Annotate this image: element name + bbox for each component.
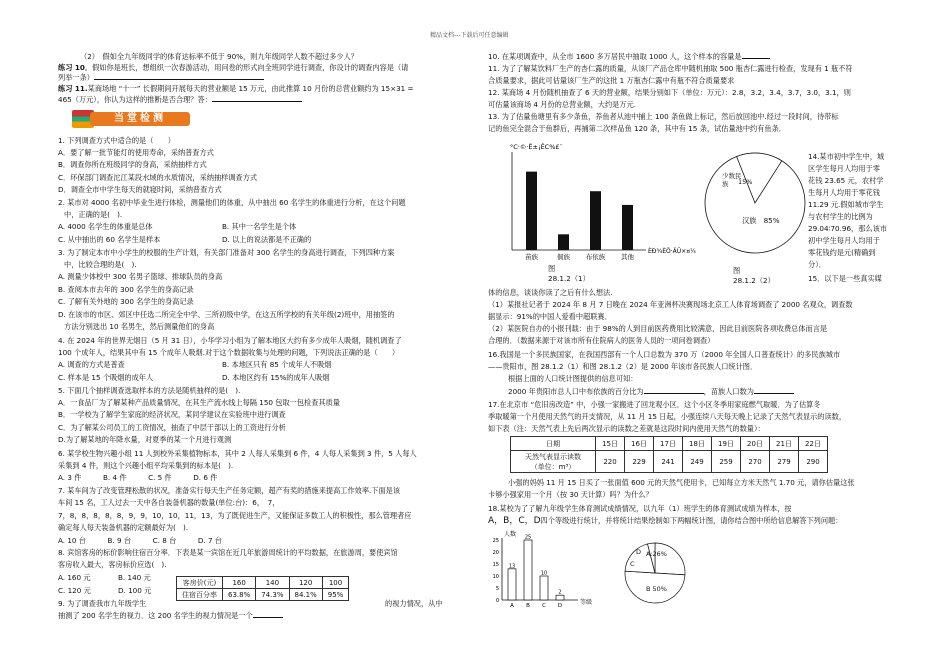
answer-blank[interactable] <box>742 58 770 59</box>
option: B. 本地区只有 85 个成年人不吸烟 <box>222 360 332 369</box>
question-text: 零花钱约是元(精确到 <box>808 248 876 257</box>
data-label: 10 <box>540 570 548 577</box>
bar <box>526 172 537 250</box>
gas-meter-table <box>510 436 828 473</box>
question-text: 2000 年贵阳市总人口中布依族的百分比为 <box>508 387 644 396</box>
question-text: 13. 为了估量鱼塘里有多少条鱼，养鱼者从池中捕上 100 条鱼做上标记，然后放回池中.经过一段时间，待带标 <box>488 112 839 121</box>
x-axis-label: ÈÐ¾ÈÖ·ÄÜ×¤¼ <box>648 248 696 255</box>
option: B．调查你所在班级同学的身高，采纳抽样方式 <box>58 160 207 169</box>
option: B．一学校为了解学生家庭的经济状况，某同学建议在实验班中进行调查 <box>58 410 286 419</box>
y-tick-label: 5 <box>495 586 499 592</box>
table-cell: 270 <box>741 451 770 473</box>
table-cell: 63.8% <box>223 589 256 601</box>
option: A．要了解一批节能灯的使用寿命，采纳普查方式 <box>58 148 214 157</box>
table-cell: 19日 <box>712 437 741 451</box>
option: B. 140 元 <box>118 573 151 582</box>
question-text: 7. 某车间为了改变管理松散的状况，准备实行每天生产任务定额，超产有奖的措施来提高工作效率.下面是该 <box>58 486 401 495</box>
question-text: 确定每人每天装备机器的定额最好为( ). <box>58 523 189 532</box>
x-tick-label: 侗族 <box>557 253 570 261</box>
pie-label-han: 汉族 85% <box>742 216 780 225</box>
table-header: 日期 <box>511 437 596 451</box>
question-text: 100 个成年人，结果其中有 15 个成年人吸烟.对于这个数据收集与处理的问题，下列说法正确的是（ ） <box>58 348 400 357</box>
ethnic-bar-chart <box>488 140 696 265</box>
bar <box>622 205 633 250</box>
table-cell: 229 <box>625 451 654 473</box>
row-unit: （单位：m³） <box>530 462 576 471</box>
row-label: 天然气表显示读数 <box>525 452 581 461</box>
question-text: 16.我国是一个多民族国家，在我国西部有一个人口总数为 370 万（2000 年全国人口普查统计）的多民族城市 <box>488 350 841 359</box>
option: C. 从中抽出的 60 名学生是样本 <box>58 235 161 244</box>
table-row <box>511 437 828 451</box>
question-text: 区学生每月人均用于零 <box>808 164 880 173</box>
option: A. 调查的方式是普查 <box>58 360 125 369</box>
data-label: 2 <box>558 589 562 596</box>
option: C. 120 元 <box>58 586 91 595</box>
y-axis-label: °C·©·Ë±¡ÊC%£¨ <box>510 143 563 151</box>
question-text: 8. 宾馆客房的标价影响住宿百分率．下表是某一宾馆在近几年旅游周统计的平均数据，在旅游周，要使宾馆 <box>58 548 398 557</box>
answer-blank[interactable] <box>212 101 302 102</box>
question-text: 可估量该商场 4 月份的总营业额，大约是万元. <box>488 100 636 109</box>
pie-label-a: A:26% <box>646 550 667 558</box>
section-banner-title: 当堂检测 <box>90 112 190 126</box>
question-text: 5. 下面几个抽样调查选取样本的方法是随机抽样的是( ). <box>58 386 241 395</box>
bar <box>524 540 532 600</box>
option: A. 4000 名学生的体重是总体 <box>58 222 153 231</box>
x-tick-label: C <box>542 603 546 609</box>
table-cell: 241 <box>654 451 683 473</box>
question-text: 18.某校为了了解九年级学生体育测试成绩情况，以九年（1）班学生的体育测试成绩为样本，按 <box>488 504 792 513</box>
option: C．环保部门调查沱江某段水域的水质情况，采纳抽样调查方式 <box>58 173 258 182</box>
answer-blank[interactable] <box>754 393 794 394</box>
table-cell: 279 <box>770 451 799 473</box>
figure-caption: 图 <box>733 266 741 275</box>
table-cell: 160 <box>223 577 256 589</box>
table-cell: 18日 <box>683 437 712 451</box>
pie-label-d: D <box>636 548 642 556</box>
table-cell: 16日 <box>625 437 654 451</box>
option: B. 其中一名学生是个体 <box>222 222 297 231</box>
question-text: （1）某报社记者于 2024 年 8 月 7 日晚在 2024 年亚洲杯决赛现场北京工人体育场调查了 2000 名观众，调查数 <box>488 300 853 309</box>
question-text: 4. 在 2024 年的世界无烟日（5 月 31 日），小华学习小组为了解本地区大约有多少成年人吸烟，随机调查了 <box>58 336 402 345</box>
bar <box>590 191 601 250</box>
question-text: 花钱 23.65 元，农村学 <box>808 176 884 185</box>
table-cell: 20日 <box>741 437 770 451</box>
question-text: 据显示：91%的中国人爱看中超联赛． <box>488 312 612 321</box>
pie-label-b: B 50% <box>646 585 667 593</box>
x-tick-label: 苗族 <box>525 253 538 261</box>
table-cell: 17日 <box>654 437 683 451</box>
table-cell: 249 <box>683 451 712 473</box>
bar <box>508 569 516 600</box>
exercise-label: 练习 10． <box>58 63 93 72</box>
option: D. 在该市的市区、郊区中任选二所完全中学、三所初级中学，在这五所学校的有关年级(2)班中，用抽签的 <box>58 310 395 319</box>
question-text: 11. 为了了解某饮料厂生产的杏仁露的质量，从该厂产品仓库中随机抽取 500 瓶杏仁露进行检查，发现有 1 瓶不符 <box>488 64 853 73</box>
option: A. 160 元 <box>58 573 91 582</box>
answer-blank[interactable] <box>253 617 283 618</box>
question-text: 某商场地 “十一” 长假期间开展每天的营业额是 15 万元，由此推算 10 月份的总营业额约为 15×31 = <box>87 84 414 93</box>
question-text: 如下表（注：天然气表上先后两次显示的读数之差就是这段时间内使用天然气的数量）： <box>488 424 765 433</box>
options-row: A. 3 件 B. 4 件 C. 5 件 D. 6 件 <box>58 473 218 482</box>
option: D. 100 元 <box>118 586 152 595</box>
answer-blank[interactable] <box>94 79 264 80</box>
question-text: 分）． <box>808 260 826 269</box>
pie-label-minority-pct: 15% <box>738 178 753 186</box>
question-text: 2. 某市对 4000 名初中毕业生进行体检，测量他们的体重，从中抽出 60 名学生的体重进行分析，在这个问题 <box>58 198 406 207</box>
ethnic-pie-chart <box>700 148 810 258</box>
data-label: 13 <box>508 563 516 570</box>
pie-label-minority: 少数民族 <box>722 172 742 188</box>
question-text: 车间 15 名，工人过去一天中各自装备机器的数量(单位:台)：6， 7， <box>58 498 280 507</box>
question-text: 假如你是班长，想组织一次春游活动，用问卷的形式向全班同学进行调查，你设计的调查内容是（请 <box>92 63 409 72</box>
question-text: ——贵阳市，图 28.1.2（1）和图 28.1.2（2）是 2000 年该市各民族人口统计图． <box>488 362 758 371</box>
table-cell: 74.3% <box>256 589 289 601</box>
question-text: 季取暖第一个月使用天然气的开支情况，从 11 月 15 日起，小强连续八天每天晚上记录了天然气表显示的读数， <box>488 412 847 421</box>
option: D. 本地区约有 15%的成年人吸烟 <box>222 373 330 382</box>
question-text: 14.某市初中学生中，城 <box>808 152 885 161</box>
table-cell: 259 <box>712 451 741 473</box>
question-text: 中，比较合理的是( ). <box>64 260 137 269</box>
question-text: ，苗族人口数为 <box>703 387 754 396</box>
question-text: 卡够小强家用一个月（按 30 天计算）吗？为什么？ <box>488 490 653 499</box>
question-text: 6. 某学校生物兴趣小组 11 人到校外采集植物标本，其中 2 人每人采集到 6 件，4 人每人采集到 3 件，5 人每人 <box>58 449 417 458</box>
pie-label-c: C <box>630 560 635 568</box>
option: C. 了解有关外地的 300 名学生的身高记录 <box>58 297 194 306</box>
x-axis-label: 等级 <box>580 599 593 606</box>
question-text: 合质量要求，据此可估量该厂生产的这批 1 万瓶杏仁露中有瓶不符合质量要求 <box>488 76 735 85</box>
table-cell: 22日 <box>799 437 828 451</box>
y-tick-label: 0 <box>495 598 499 604</box>
question-text: 记的鱼完全混合于鱼群后，再捕第二次样品鱼 120 条，其中有 15 条，试估量池中约有鱼条． <box>488 124 786 133</box>
table-header <box>511 451 596 473</box>
figure-caption: 28.1.2（2） <box>733 276 775 285</box>
y-tick-label: 25 <box>492 538 499 544</box>
option: A．一食品厂为了解某种产品质量情况，在其生产流水线上每隔 150 包取一包检查其质量 <box>58 398 340 407</box>
option: D.为了解某地的年降水量，对夏季的某一个月进行观测 <box>58 435 232 444</box>
table-cell: 21日 <box>770 437 799 451</box>
question-text: 采集到 4 件，则这个兴趣小组平均采集到的标本是( ). <box>58 461 234 470</box>
x-tick-label: 其他 <box>621 253 634 261</box>
table-cell: 15日 <box>596 437 625 451</box>
table-cell: 95% <box>322 589 349 601</box>
y-tick-label: 10 <box>492 574 499 580</box>
option: C．为了解某公司员工的工资情况，抽查了中层干部以上的工资进行分析 <box>58 423 286 432</box>
option: 方法分别选出 10 名男生，然后测量他们的身高 <box>64 322 215 331</box>
grade-bar-chart <box>488 528 628 608</box>
question-text: 初中学生每月人均用于 <box>808 236 880 245</box>
question-text: 15．以下是一些真实媒 <box>808 274 882 283</box>
table-cell: 84.1% <box>289 589 322 601</box>
y-axis-label: 人数 <box>504 531 517 538</box>
grade-pie-chart <box>620 538 690 608</box>
grade-letters: A，B，C，D <box>488 516 541 526</box>
question-text: 29.04∶70.96，那么该市 <box>808 224 887 233</box>
question-text: 抽测了 200 名学生的视力．这 200 名学生的视力情况是一个 <box>58 611 253 620</box>
table-row <box>511 451 828 473</box>
question-text: 7，8，8，8，8，8，9，9，10，10，11，13，为了既促进生产，又能保证多数工人的积极性，那么管理者应 <box>58 511 412 520</box>
option: D. 以上的说法都是不正确的 <box>222 235 312 244</box>
bar <box>556 595 564 600</box>
x-tick-label: D <box>557 603 563 609</box>
question-text: 小强的妈妈 11 月 15 日买了一张面值 600 元的天然气使用卡，已知每立方米天然气 1.70 元，请你估量这张 <box>508 478 855 487</box>
question-text: 生每月人均用于零花钱 <box>808 188 880 197</box>
exercise-label: 练习 11. <box>58 84 88 93</box>
option: C. 样本是 15 个吸烟的成年人 <box>58 373 154 382</box>
question-text: 12. 某商场 4 月份随机抽查了 6 天的营业额，结果分别如下（单位：万元）：2.8，3.2，3.4，3.7，3.0，3.1，则 <box>488 88 851 97</box>
bar <box>540 576 548 600</box>
question-text: 465（万元），你认为这样的推断是否合理？答： <box>58 95 212 104</box>
y-tick-label: 20 <box>492 550 499 556</box>
answer-blank[interactable] <box>644 393 704 394</box>
room-price-table <box>176 576 349 601</box>
x-tick-label: A <box>510 603 514 609</box>
figure-caption: 图 <box>548 264 556 273</box>
y-tick-label: 15 <box>492 562 499 568</box>
question-text: 与农村学生的比例为 <box>808 212 873 221</box>
options-row: A. 10 台 B. 9 台 C. 8 台 D. 7 台 <box>58 536 222 545</box>
page-header: 精品文档---下载后可任意编辑 <box>430 32 509 39</box>
question-text: 3. 为了制定本市中小学生的校服的生产计划，有关部门准备对 300 名学生的身高进行调查，下列四种方案 <box>58 248 395 257</box>
question-text: 四个等级进行统计，并将统计结果绘制如下两幅统计图，请你结合图中所给信息解答下列问题： <box>540 516 843 525</box>
table-cell: 120 <box>289 577 322 589</box>
question-text: 的视力情况，从中 <box>385 599 443 608</box>
table-row <box>177 577 349 589</box>
table-cell: 100 <box>322 577 349 589</box>
x-tick-label: B <box>526 603 530 609</box>
data-label: 25 <box>524 534 532 541</box>
option: D．调查全市中学生每天的就寝时间，采纳普查方式 <box>58 185 222 194</box>
question-text: 中，正确的是( ). <box>64 210 123 219</box>
table-cell: 290 <box>799 451 828 473</box>
question-text: （2）某医院自办的小报刊载：由于 98%的人到目前医药费用比较满意，因此目前医院各项收费总体而言是 <box>488 324 828 333</box>
question-text: 10. 在某项调查中，从全市 1600 多万居民中抽取 1000 人，这个样本的容量是 <box>488 52 742 61</box>
question-text: 9. 为了调查我市九年级学生 <box>58 599 147 608</box>
figure-caption: 28.1.2（1） <box>548 274 590 283</box>
question-text: 根据上面的人口统计图提供的信息可知： <box>508 374 638 383</box>
question-text: 列举一条） <box>58 73 94 82</box>
x-tick-label: 布依族 <box>585 253 606 261</box>
table-row <box>177 589 349 601</box>
section-banner <box>72 110 192 128</box>
table-cell: 220 <box>596 451 625 473</box>
option: B. 查阅本市去年的 300 名学生的身高记录 <box>58 285 194 294</box>
question-text: （2） 假如全九年级同学的体育达标率不低于 90%，则九年级同学人数不超过多少人？ <box>80 52 358 61</box>
table-header: 住宿百分率 <box>177 589 223 601</box>
table-header: 客房价(元) <box>177 577 223 589</box>
table-cell: 140 <box>256 577 289 589</box>
question-text: 11.29 元.假如城市学生 <box>808 200 884 209</box>
question-text: 17.在北京市 “危旧房改造” 中，小强一家搬进了回龙观小区．这个小区冬季用家庭燃气取暖．为了估算冬 <box>488 400 821 409</box>
question-text: 合理的．（数据来源于对该市所有住院病人的医务人员的一项问卷调查） <box>488 336 715 345</box>
bar <box>558 234 569 250</box>
option: A. 测量少体校中 300 名男子篮球、排球队员的身高 <box>58 272 223 281</box>
question-text: 1. 下列调查方式中适合的是（ ） <box>58 136 175 145</box>
question-text: 体的信息，谈谈你读了之后有什么想法. <box>488 288 613 297</box>
question-text: 客房收入最大，客房标价应选( ). <box>58 560 167 569</box>
